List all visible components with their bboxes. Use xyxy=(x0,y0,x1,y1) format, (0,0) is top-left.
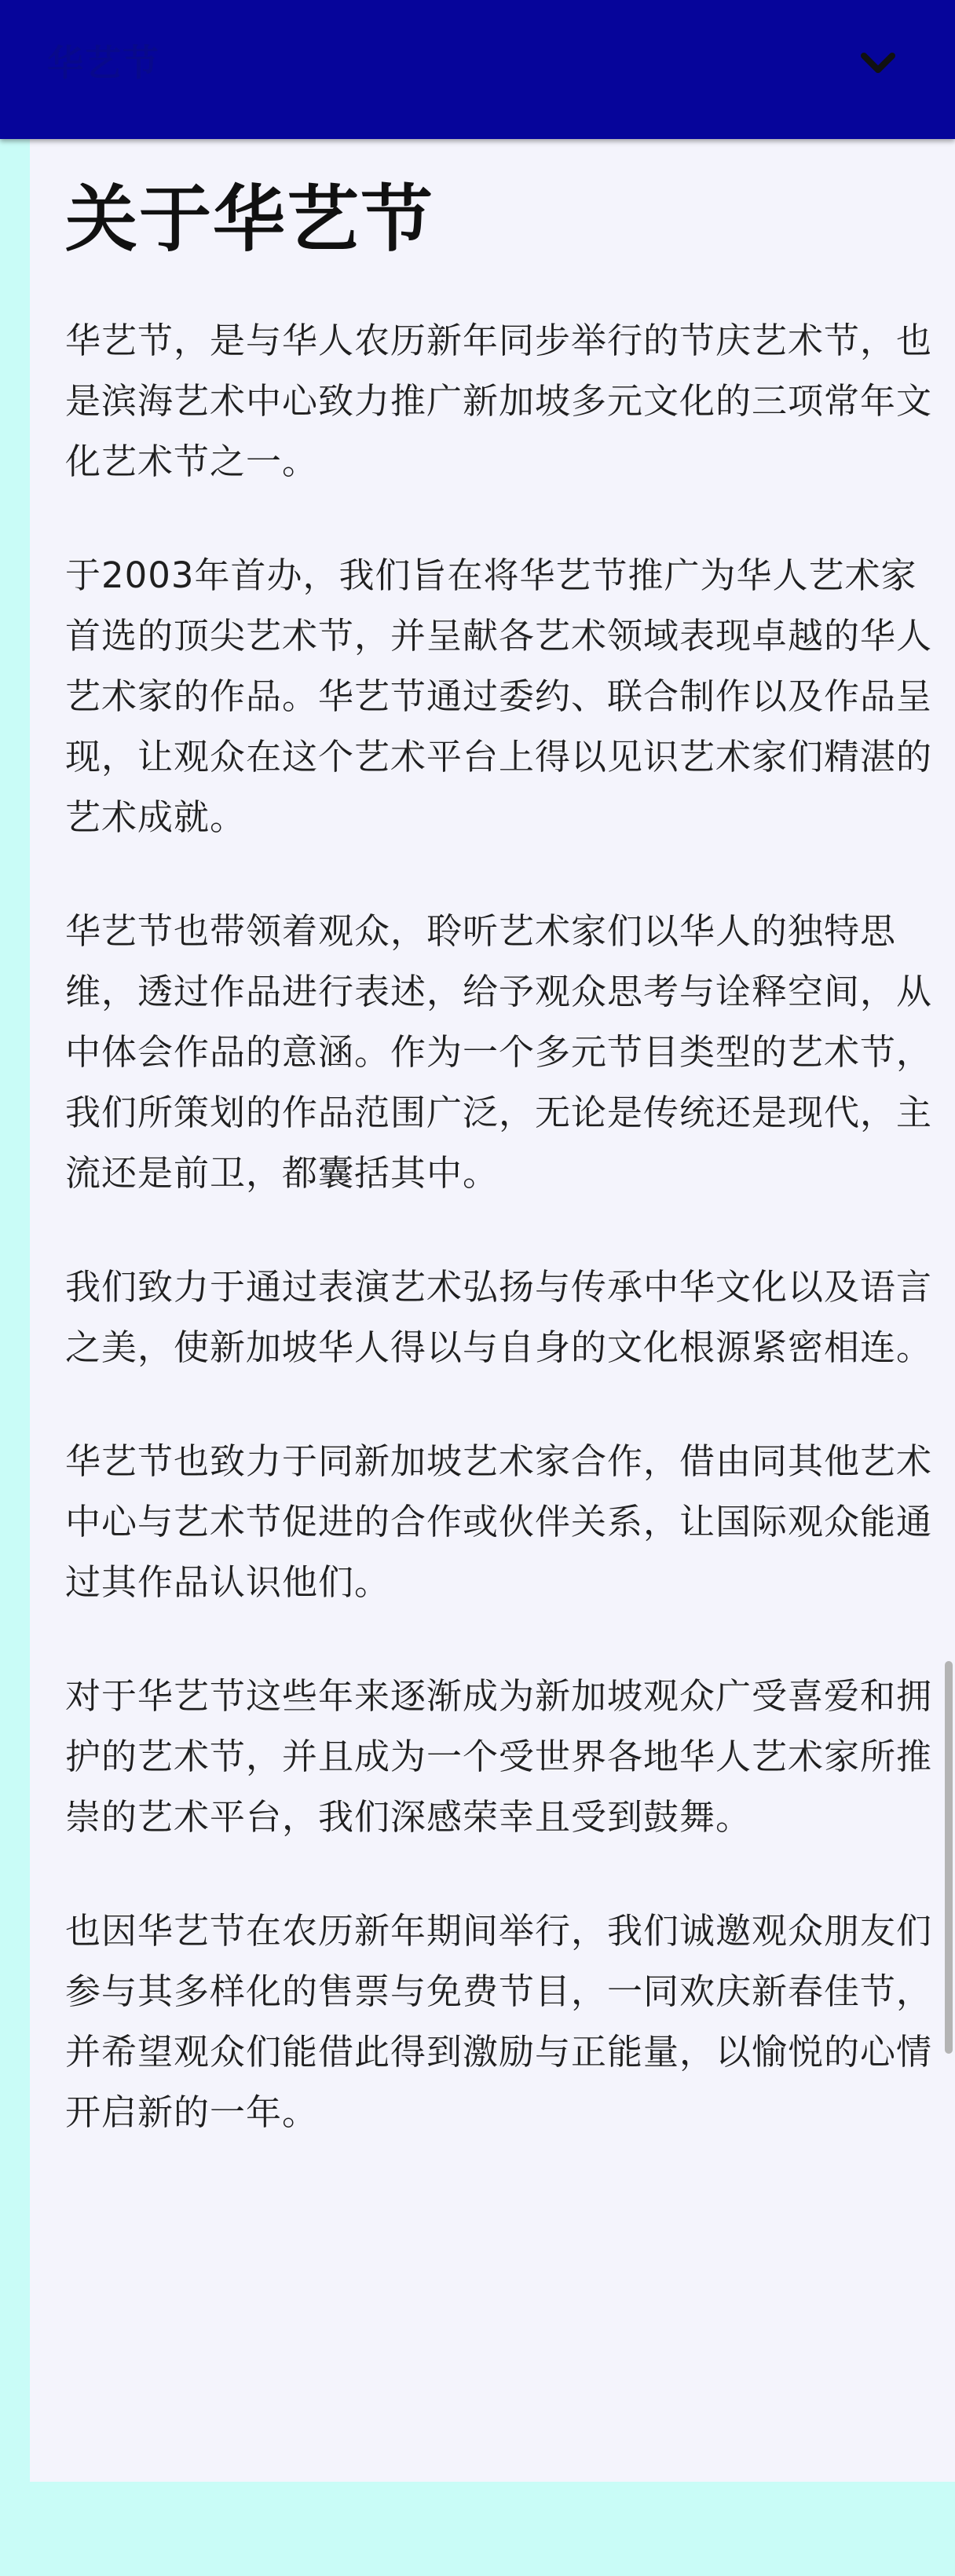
site-header xyxy=(0,0,955,139)
article-paragraph: 我们致力于通过表演艺术弘扬与传承中华文化以及语言之美，使新加坡华人得以与自身的文化根源紧密相连。 xyxy=(65,1266,933,1368)
page-title: 关于华艺节 xyxy=(65,177,435,262)
article-paragraph: 华艺节，是与华人农历新年同步举行的节庆艺术节，也是滨海艺术中心致力推广新加坡多元文化的三项常年文化艺术节之一。 xyxy=(65,320,933,482)
article-paragraph: 于2003年首办，我们旨在将华艺节推广为华人艺术家首选的顶尖艺术节，并呈献各艺术领域表现卓越的华人艺术家的作品。华艺节通过委约、联合制作以及作品呈现，让观众在这个艺术平台上得以见识艺术家们精湛的艺术成就。 xyxy=(65,554,933,838)
article-content xyxy=(65,139,953,2142)
chevron-down-icon[interactable] xyxy=(848,33,908,93)
article-paragraph: 华艺节也致力于同新加坡艺术家合作，借由同其他艺术中心与艺术节促进的合作或伙伴关系，让国际观众能通过其作品认识他们。 xyxy=(65,1440,933,1603)
article-paragraph: 也因华艺节在农历新年期间举行，我们诚邀观众朋友们参与其多样化的售票与免费节目，一同欢庆新春佳节，并希望观众们能借此得到激励与正能量，以愉悦的心情开启新的一年。 xyxy=(65,1910,933,2133)
article-paragraph: 对于华艺节这些年来逐渐成为新加坡观众广受喜爱和拥护的艺术节，并且成为一个受世界各地华人艺术家所推崇的艺术平台，我们深感荣幸且受到鼓舞。 xyxy=(65,1675,933,1838)
article-card xyxy=(30,139,955,2482)
scrollbar-thumb[interactable] xyxy=(945,1661,953,2054)
site-logo[interactable]: 华艺节 xyxy=(47,42,160,84)
article-paragraph: 华艺节也带领着观众，聆听艺术家们以华人的独特思维，透过作品进行表述，给予观众思考与诠释空间，从中体会作品的意涵。作为一个多元节目类型的艺术节，我们所策划的作品范围广泛，无论是传统还是现代，主流还是前卫，都囊括其中。 xyxy=(65,910,933,1194)
